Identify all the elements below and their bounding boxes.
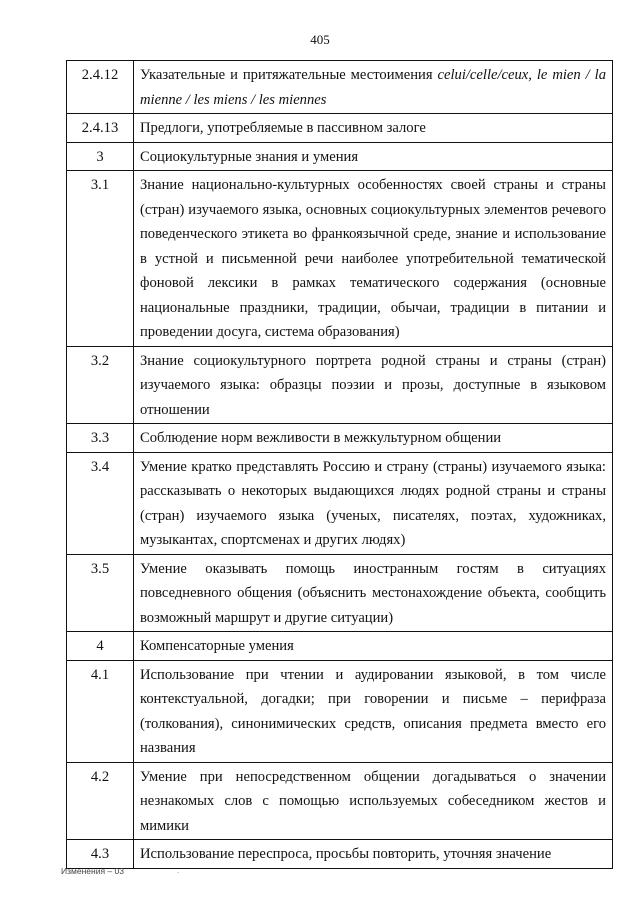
row-text: Знание национально-культурных особенностях своей страны и страны (стран) изучаемого языка, основных социокультурных элементов речевого поведенческого этикета во франкоязычной среде, знание и использование в устной и письменной речи наиболее употребительной тематической фоновой лексики в рамках тематического содержания (основные национальные праздники, традиции, обычаи, традиции в питании и проведении досуга, система образования)	[134, 171, 613, 347]
table-row	[67, 632, 613, 661]
row-code: 3.4	[67, 452, 134, 554]
table-row	[67, 171, 613, 347]
table-row	[67, 142, 613, 171]
row-code: 3.3	[67, 424, 134, 453]
row-code: 3.2	[67, 346, 134, 424]
footer-note: Изменения – 03	[61, 866, 124, 876]
footer-mark: .	[177, 866, 180, 875]
row-text-italic: celui/celle/ceux, le mien / la mienne / les miens / les miennes	[140, 67, 606, 108]
row-code: 4.3	[67, 840, 134, 869]
row-text: Социокультурные знания и умения	[134, 142, 613, 171]
row-text: Соблюдение норм вежливости в межкультурном общении	[134, 424, 613, 453]
row-text: Использование при чтении и аудировании языковой, в том числе контекстуальной, догадки; при говорении и письме – перифраза (толкования), синонимических средств, описания предмета вместо его названия	[134, 660, 613, 762]
row-code: 2.4.13	[67, 114, 134, 143]
row-text-plain: Указательные и притяжательные местоимения	[140, 67, 438, 83]
table-row	[67, 346, 613, 424]
row-text: Знание социокультурного портрета родной страны и страны (стран) изучаемого языка: образцы поэзии и прозы, доступные в языковом отношении	[134, 346, 613, 424]
table-row	[67, 660, 613, 762]
row-code: 3.1	[67, 171, 134, 347]
row-text: Умение оказывать помощь иностранным гостям в ситуациях повседневного общения (объяснить местонахождение объекта, сообщить возможный маршрут и другие ситуации)	[134, 554, 613, 632]
table-row	[67, 452, 613, 554]
row-code: 4.1	[67, 660, 134, 762]
row-text: Компенсаторные умения	[134, 632, 613, 661]
table-row	[67, 762, 613, 840]
table-row	[67, 840, 613, 869]
row-text: Умение при непосредственном общении догадываться о значении незнакомых слов с помощью используемых собеседником жестов и мимики	[134, 762, 613, 840]
table-row	[67, 554, 613, 632]
row-text: Предлоги, употребляемые в пассивном залоге	[134, 114, 613, 143]
row-code: 3	[67, 142, 134, 171]
row-code: 2.4.12	[67, 61, 134, 114]
row-code: 3.5	[67, 554, 134, 632]
row-code: 4.2	[67, 762, 134, 840]
row-text: Использование переспроса, просьбы повторить, уточняя значение	[134, 840, 613, 869]
row-text: Умение кратко представлять Россию и страну (страны) изучаемого языка: рассказывать о некоторых выдающихся людях родной страны и страны (стран) изучаемого языка (ученых, писателях, поэтах, художниках, музыкантах, спортсменах и других людях)	[134, 452, 613, 554]
page-number: 405	[310, 32, 330, 47]
table-row	[67, 61, 613, 114]
row-code: 4	[67, 632, 134, 661]
row-text	[134, 61, 613, 114]
content-table	[66, 60, 613, 869]
table-row	[67, 114, 613, 143]
table-row	[67, 424, 613, 453]
